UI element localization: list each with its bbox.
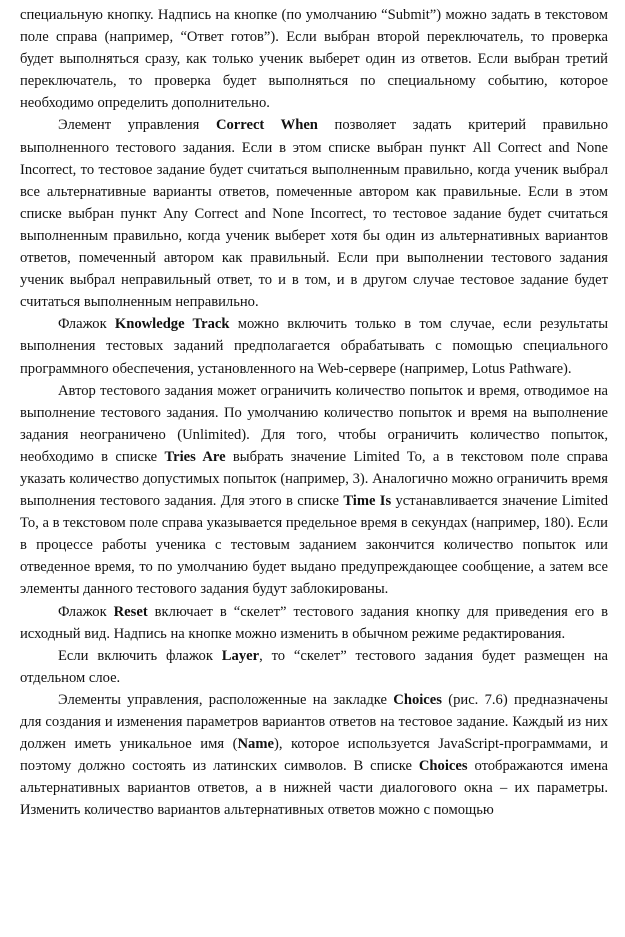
paragraph-text: Флажок xyxy=(58,316,115,333)
document-page xyxy=(20,4,608,821)
paragraph-text: Элемент управления xyxy=(58,117,216,134)
paragraph-text: включает в “скелет” тестового задания кнопку для приведения его в исходный вид. Надпись на кнопке можно изменить в обычном режиме редактирования. xyxy=(20,603,608,642)
paragraph xyxy=(20,689,608,822)
paragraph-text: (рис. 7.6) предназначены для создания и изменения параметров вариантов ответов на тестовое задание. Каждый из них должен иметь уникальное имя ( xyxy=(20,691,608,753)
paragraph-text: Флажок xyxy=(58,603,114,620)
paragraph-text: выбрать значение Limited To, а в текстовом поле справа указать количество допустимых попыток (например, 3). Аналогично можно ограничить время выполнения тестового задания. Для этого в списке xyxy=(20,448,609,510)
control-term: Name xyxy=(237,736,274,753)
paragraph-text: ), которое используется JavaScript-программами, и поэтому должно состоять из латинских символов. В списке xyxy=(20,736,608,775)
control-term: Choices xyxy=(418,758,468,775)
paragraph-text: Если включить флажок xyxy=(58,647,222,664)
control-term: Choices xyxy=(393,691,442,708)
paragraph-text: устанавливается значение Limited To, а в текстовом поле справа указывается предельное время в секундах (например, 180). Если в процессе работы ученика с тестовым заданием закончится количество попыток или отведенное время, то по умолчанию будет выдано предупреждающее сообщение, а затем все элементы данного тестового задания будут заблокированы. xyxy=(20,493,608,598)
paragraph-text: специальную кнопку. Надпись на кнопке (по умолчанию “Submit”) можно задать в текстовом поле справа (например, “Ответ готов”). Если выбран второй переключатель, то проверка будет выполняться сразу, как только ученик выберет один из ответов. Если выбран третий переключатель, то проверка будет выполняться по специальному событию, которое необходимо определить дополнительно. xyxy=(20,7,608,112)
paragraph xyxy=(20,313,608,379)
paragraph-text: отображаются имена альтернативных вариантов ответов, а в нижней части диалогового окна – их параметры. Изменить количество вариантов альтернативных ответов можно с помощью xyxy=(20,758,608,819)
paragraph-text: можно включить только в том случае, если результаты выполнения тестовых заданий предполагается обрабатывать с помощью специального программного обеспечения, установленного на Web-сервере (например, Lotus Pathware). xyxy=(20,316,608,377)
control-term: Tries Are xyxy=(164,448,226,465)
control-term: Time Is xyxy=(343,493,392,510)
paragraph xyxy=(20,4,608,114)
paragraph xyxy=(20,645,608,689)
paragraph-text: позволяет задать критерий правильно выполненного тестового задания. Если в этом списке выбран пункт All Correct and None Incorrect, то тестовое задание будет считаться выполненным правильно, когда ученик выбрал все альтернативные варианты ответов, помеченные автором как правильные. Если в этом списке выбран пункт Any Correct and None Incorrect, то тестовое задание будет считаться выполненным правильно, когда ученик выберет хотя бы один из альтернативных вариантов ответов, помеченный автором как правильный. Если при выполнении тестового задания ученик выбрал неправильный ответ, то и в том, и в другом случае тестовое задание будет считаться выполненным неправильно. xyxy=(20,117,609,311)
paragraph-text: Элементы управления, расположенные на закладке xyxy=(58,691,394,708)
control-term: Reset xyxy=(113,603,148,620)
paragraph xyxy=(20,380,608,601)
paragraph-text: , то “скелет” тестового задания будет размещен на отдельном слое. xyxy=(20,647,608,686)
paragraph xyxy=(20,114,608,313)
control-term: Correct When xyxy=(215,117,318,134)
paragraph-text: Автор тестового задания может ограничить количество попыток и время, отводимое на выполнение тестового задания. По умолчанию количество попыток и время на выполнение задания неограничено (Unlimited). Для того, чтобы ограничить количество попыток, необходимо в списке xyxy=(20,382,608,465)
control-term: Layer xyxy=(221,647,260,664)
control-term: Knowledge Track xyxy=(114,316,230,333)
paragraph xyxy=(20,601,608,645)
